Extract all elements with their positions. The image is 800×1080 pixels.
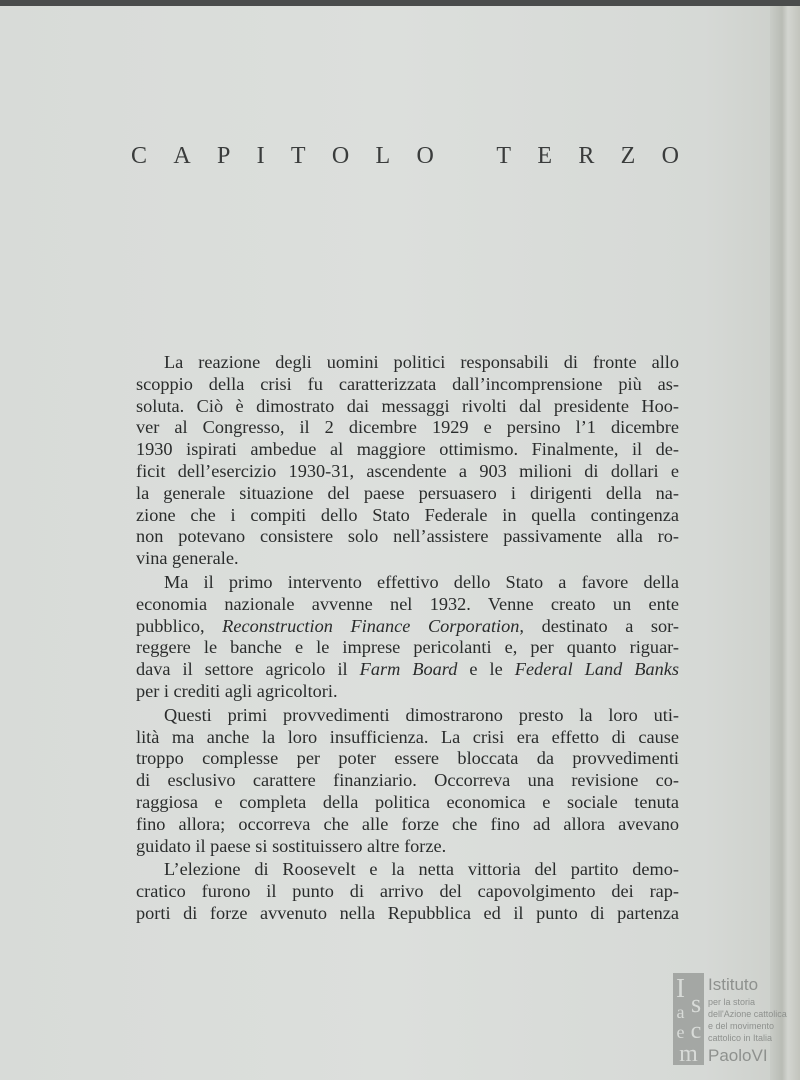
chapter-title-letter: P [216,143,231,169]
logo-letter: c [690,1019,702,1044]
text-line: per i crediti agli agricoltori. [136,680,338,701]
italic-term: Federal Land Banks [514,659,679,680]
text-line: Questi primi provvedimenti dimostrarono presto la loro uti- [164,704,679,725]
text-line: ver al Congresso, il 2 dicembre 1929 e persino l’1 dicembre [136,417,679,438]
text-line: soluta. Ciò è dimostrato dai messaggi rivolti dal presidente Hoo- [136,395,679,416]
text-line: porti di forze avvenuto nella Repubblica ed il punto di partenza [136,902,679,923]
text-line: non potevano consistere solo nell’assistere passivamente alla ro- [136,526,679,547]
text-line: scoppio della crisi fu caratterizzata dall’incomprensione più as- [136,373,679,394]
text-line: 1930 ispirati ambedue al maggiore ottimismo. Finalmente, il de- [136,439,679,460]
chapter-title-letter: T [290,143,306,169]
text-line: di esclusivo carattere finanziario. Occorreva una revisione co- [136,770,679,791]
text-line: zione che i compiti dello Stato Federale in quella contingenza [136,504,679,525]
chapter-title-letter: R [578,143,595,169]
logo-letter: s [690,991,702,1018]
paragraph [136,572,679,703]
chapter-title-letter: A [173,143,191,169]
italic-term: Reconstruction Finance Corporation, [222,615,524,636]
logo-letter: a [676,1003,685,1022]
logo-text: per la storia [708,997,756,1007]
logo-text: cattolico in Italia [708,1033,773,1043]
text-line: ficit dell’esercizio 1930-31, ascendente a 903 milioni di dollari e [136,460,679,481]
isacem-watermark-logo [670,973,795,1068]
logo-text: e del movimento [708,1021,775,1031]
page-edge-shadow [770,6,800,1080]
chapter-title-letter: O [331,143,350,169]
text-line: lità ma anche la loro insufficienza. La crisi era effetto di cause [136,726,679,747]
text-line: dava il settore agricolo il Farm Board e le Federal Land Banks [136,659,679,680]
text-line: raggiosa e completa della politica economica e sociale tenuta [136,791,679,812]
text-line: Ma il primo intervento effettivo dello Stato a favore della [164,571,679,592]
text-line: pubblico, Reconstruction Finance Corporation, destinato a sor- [136,615,679,636]
text-line: la generale situazione del paese persuasero i dirigenti della na- [136,482,679,503]
text-line: L’elezione di Roosevelt e la netta vittoria del partito demo- [164,859,679,880]
paragraph [136,859,679,924]
text-line: vina generale. [136,548,239,569]
chapter-title-letter: Z [620,143,636,169]
logo-letter: I [676,973,685,1003]
chapter-title-letter [460,143,470,170]
chapter-title-letter: O [416,143,434,169]
text-line: guidato il paese si sostituissero altre forze. [136,835,447,856]
chapter-title-letter: C [131,143,148,169]
paragraph [136,352,679,570]
italic-term: Farm Board [359,659,458,680]
chapter-title-letter: E [537,143,553,169]
chapter-title-letter: O [661,143,679,169]
text-line: reggere le banche e le imprese pericolanti e, per quanto riguar- [136,637,679,658]
chapter-title-letter: I [256,143,265,169]
logo-text: PaoloVI [708,1046,768,1065]
chapter-title [131,143,679,170]
logo-letter: e [676,1023,685,1042]
chapter-title-letter: L [375,143,391,169]
logo-text: dell'Azione cattolica [708,1009,787,1019]
chapter-title-letter: T [496,143,512,169]
logo-letter: m [679,1045,698,1065]
text-line: cratico furono il punto di arrivo del capovolgimento dei rap- [136,881,679,902]
logo-text: Istituto [708,975,759,994]
text-line: economia nazionale avvenne nel 1932. Venne creato un ente [136,593,679,614]
text-line: fino allora; occorreva che alle forze che fino ad allora avevano [136,813,679,834]
body-text [136,352,679,925]
paragraph [136,705,679,858]
text-line: La reazione degli uomini politici responsabili di fronte allo [164,352,679,372]
text-line: troppo complesse per poter essere bloccata da provvedimenti [136,748,679,769]
